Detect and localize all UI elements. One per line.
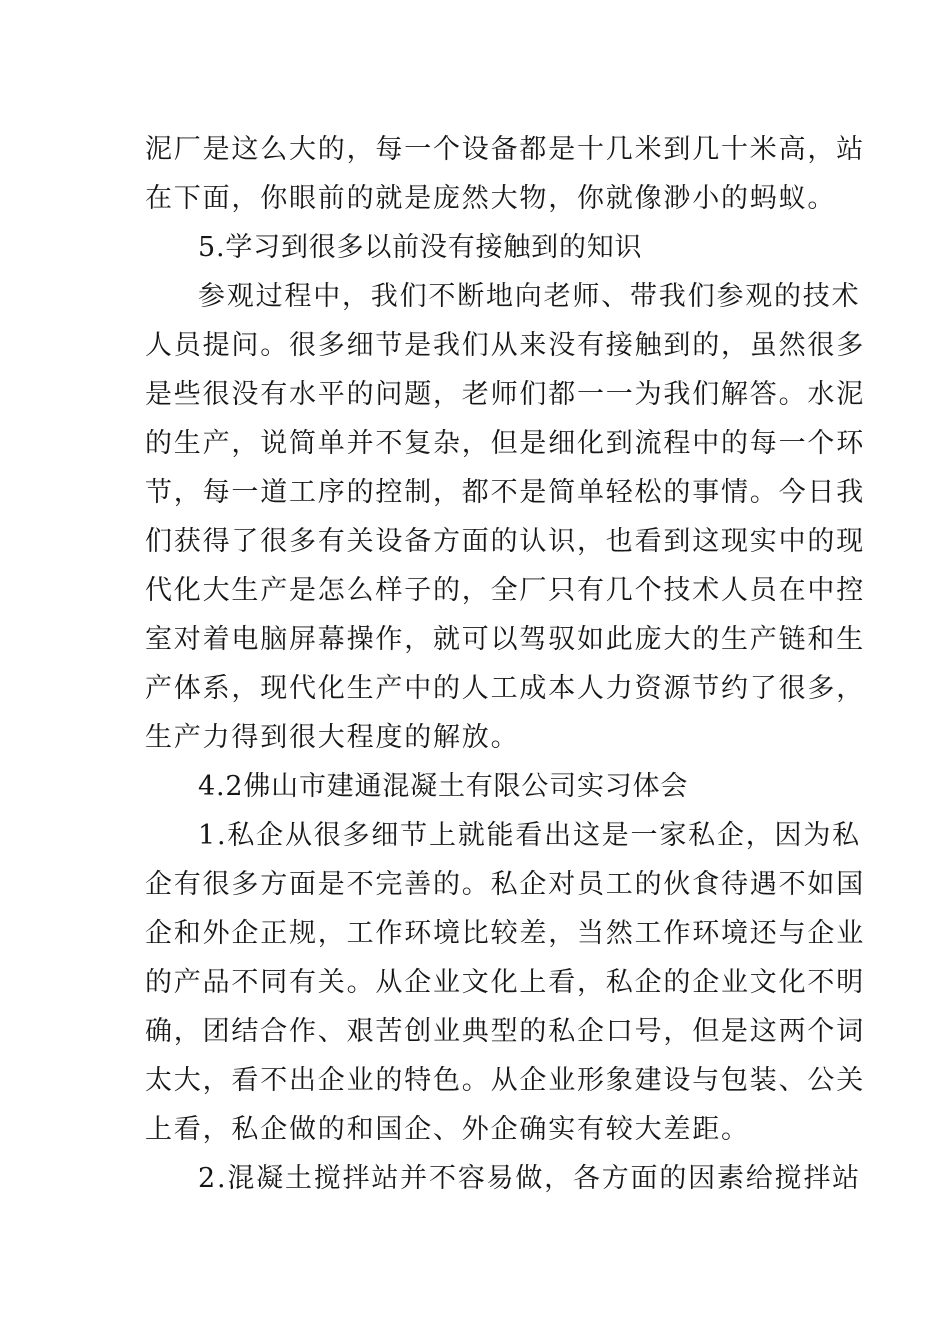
paragraph-first-line: 2.混凝土搅拌站并不容易做，各方面的因素给搅拌站	[198, 1163, 861, 1194]
paragraph-line: 生产力得到很大程度的解放。	[145, 722, 520, 753]
paragraph-line: 太大，看不出企业的特色。从企业形象建设与包装、公关	[145, 1065, 865, 1096]
paragraph-line: 产体系，现代化生产中的人工成本人力资源节约了很多，	[145, 673, 865, 704]
paragraph-line: 确，团结合作、艰苦创业典型的私企口号，但是这两个词	[145, 1016, 865, 1047]
paragraph-line: 企和外企正规，工作环境比较差，当然工作环境还与企业	[145, 918, 865, 949]
paragraph-continuation-line: 在下面，你眼前的就是庞然大物，你就像渺小的蚂蚁。	[145, 183, 837, 214]
paragraph-continuation-line: 泥厂是这么大的，每一个设备都是十几米到几十米高，站	[145, 134, 865, 165]
paragraph-line: 上看，私企做的和国企、外企确实有较大差距。	[145, 1114, 750, 1145]
paragraph-line: 人员提问。很多细节是我们从来没有接触到的，虽然很多	[145, 330, 865, 361]
paragraph-line: 代化大生产是怎么样子的，全厂只有几个技术人员在中控	[145, 575, 865, 606]
paragraph-line: 的生产，说简单并不复杂，但是细化到流程中的每一个环	[145, 428, 865, 459]
paragraph-line: 企有很多方面是不完善的。私企对员工的伙食待遇不如国	[145, 869, 865, 900]
paragraph-line: 室对着电脑屏幕操作，就可以驾驭如此庞大的生产链和生	[145, 624, 865, 655]
paragraph-line: 们获得了很多有关设备方面的认识，也看到这现实中的现	[145, 526, 865, 557]
paragraph-first-line: 参观过程中，我们不断地向老师、带我们参观的技术	[198, 281, 861, 312]
paragraph-line: 的产品不同有关。从企业文化上看，私企的企业文化不明	[145, 967, 865, 998]
paragraph-line: 是些很没有水平的问题，老师们都一一为我们解答。水泥	[145, 379, 865, 410]
paragraph-first-line: 1.私企从很多细节上就能看出这是一家私企，因为私	[198, 820, 861, 851]
paragraph-line: 节，每一道工序的控制，都不是简单轻松的事情。今日我	[145, 477, 865, 508]
section-heading-4-2: 4.2佛山市建通混凝土有限公司实习体会	[198, 771, 689, 802]
section-heading-5: 5.学习到很多以前没有接触到的知识	[198, 232, 643, 263]
